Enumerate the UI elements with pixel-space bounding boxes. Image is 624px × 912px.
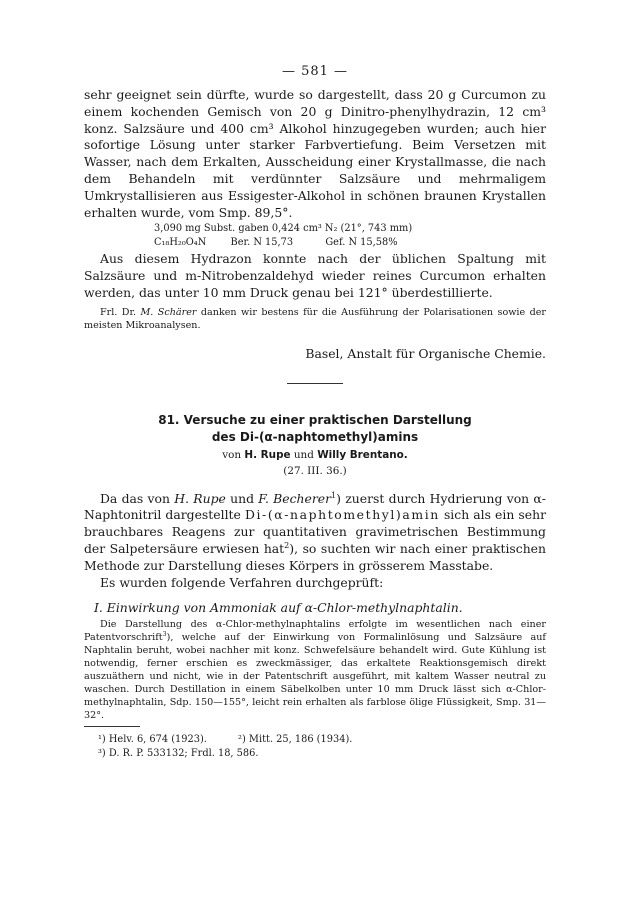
footnote-ref-2: 2 bbox=[284, 540, 290, 550]
cited-author-2: F. Becherer bbox=[258, 490, 332, 506]
footnote-ref-3: 3 bbox=[162, 631, 167, 639]
analysis-formula: C₁₈H₂₀O₄N bbox=[154, 236, 207, 248]
article-title-line-1: 81. Versuche zu einer praktischen Darstellung bbox=[158, 412, 472, 427]
page bbox=[84, 64, 546, 760]
paragraph-procedures: Es wurden folgende Verfahren durchgeprüft: bbox=[100, 574, 384, 590]
analysis-line-result bbox=[154, 236, 546, 249]
page-number: — 581 — bbox=[281, 64, 349, 79]
analysis-line-sample: 3,090 mg Subst. gaben 0,424 cm³ N₂ (21°, 743 mm) bbox=[154, 223, 413, 235]
paragraph-introduction: Da das von H. Rupe und F. Becherer$^1$) zuerst durch Hydrierung von α-Naphtonitril dargestellte Di-(α-naphtomethyl)amin sich als ein sehr brauchbares Reagens zur quantitativen gravimetrischen Bestimmung der Salpetersäure erwiesen hat$^2$), so suchten wir nach einer praktischen Methode zur Darstellung dieses Körpers in grösserem Masstabe. bbox=[84, 490, 546, 573]
cited-author-1: H. Rupe bbox=[174, 490, 226, 506]
author-1: H. Rupe bbox=[244, 448, 291, 461]
article-date: (27. III. 36.) bbox=[283, 464, 347, 477]
author-2: Willy Brentano. bbox=[317, 448, 408, 461]
footnote-ref-1: 1 bbox=[331, 490, 337, 500]
analysis-found: Gef. N 15,58% bbox=[325, 236, 398, 248]
article-title-line-2: des Di-(α-naphtomethyl)amins bbox=[211, 429, 419, 444]
paragraph-curcumon-hydrazone: sehr geeignet sein dürfte, wurde so dargestellt, dass 20 g Curcumon zu einem kochenden Gemisch von 20 g Dinitro-phenylhydrazin, 12 cm³ konz. Salzsäure und 400 cm³ Alkohol hinzugegeben wurden; auch hier sofortige Lösung unter starker Farbvertiefung. Beim Versetzen mit Wasser, nach dem Erkalten, Ausscheidung einer Krystallmasse, die nach dem Behandeln mit verdünnter Salzsäure und mehrmaligem Umkrystallisieren aus Essigester-Alkohol in schönen braunen Krystallen erhalten wurde, vom Smp. 89,5°. bbox=[84, 87, 546, 220]
footnote-3: ³) D. R. P. 533132; Frdl. 18, 586. bbox=[98, 747, 259, 759]
elemental-analysis bbox=[154, 222, 546, 249]
section-number: I. bbox=[94, 600, 103, 616]
ack-person: M. Schärer bbox=[140, 306, 197, 318]
compound-name: Di-(α-naphtomethyl)amin bbox=[244, 507, 440, 523]
article-authors: von H. Rupe und Willy Brentano. bbox=[222, 448, 408, 461]
paragraph-chloromethylnaphthalene: Die Darstellung des α-Chlor-methylnaphtalins erfolgte im wesentlichen nach einer Patentvorschrift$^3$), welche auf der Einwirkung von Formalinlösung und Salzsäure auf Naphtalin beruht, wobei nachher mit konz. Schwefelsäure behandelt wird. Gute Kühlung ist notwendig, ferner erschien es zweckmässiger, das erkaltete Reaktionsgemisch direkt auszuäthern und nicht, wie in der Patentschrift ausgeführt, mit kaltem Wasser neutral zu waschen. Durch Destillation in einem Säbelkolben unter 10 mm Druck lässt sich α-Chlor-methylnaphtalin, Sdp. 150—155°, leicht rein erhalten als farblose ölige Flüssigkeit, Smp. 31—32°. bbox=[84, 619, 546, 722]
section-divider bbox=[287, 383, 343, 384]
section-heading bbox=[84, 599, 546, 616]
footnote-1-2: ¹) Helv. 6, 674 (1923). ²) Mitt. 25, 186 (1934). bbox=[98, 734, 353, 746]
footnote-rule bbox=[84, 726, 140, 727]
affiliation: Basel, Anstalt für Organische Chemie. bbox=[305, 345, 546, 361]
section-title: Einwirkung von Ammoniak auf α-Chlor-methylnaphtalin. bbox=[106, 600, 463, 616]
analysis-calculated: Ber. N 15,73 bbox=[230, 236, 294, 248]
acknowledgement: Frl. Dr. M. Schärer danken wir bestens für die Ausführung der Polarisationen sowie der meisten Mikroanalysen. bbox=[84, 306, 547, 331]
paragraph-hydrazone-cleavage: Aus diesem Hydrazon konnte nach der üblichen Spaltung mit Salzsäure und m-Nitrobenzaldehyd wieder reines Curcumon erhalten werden, das unter 10 mm Druck genau bei 121° überdestillierte. bbox=[84, 251, 546, 300]
